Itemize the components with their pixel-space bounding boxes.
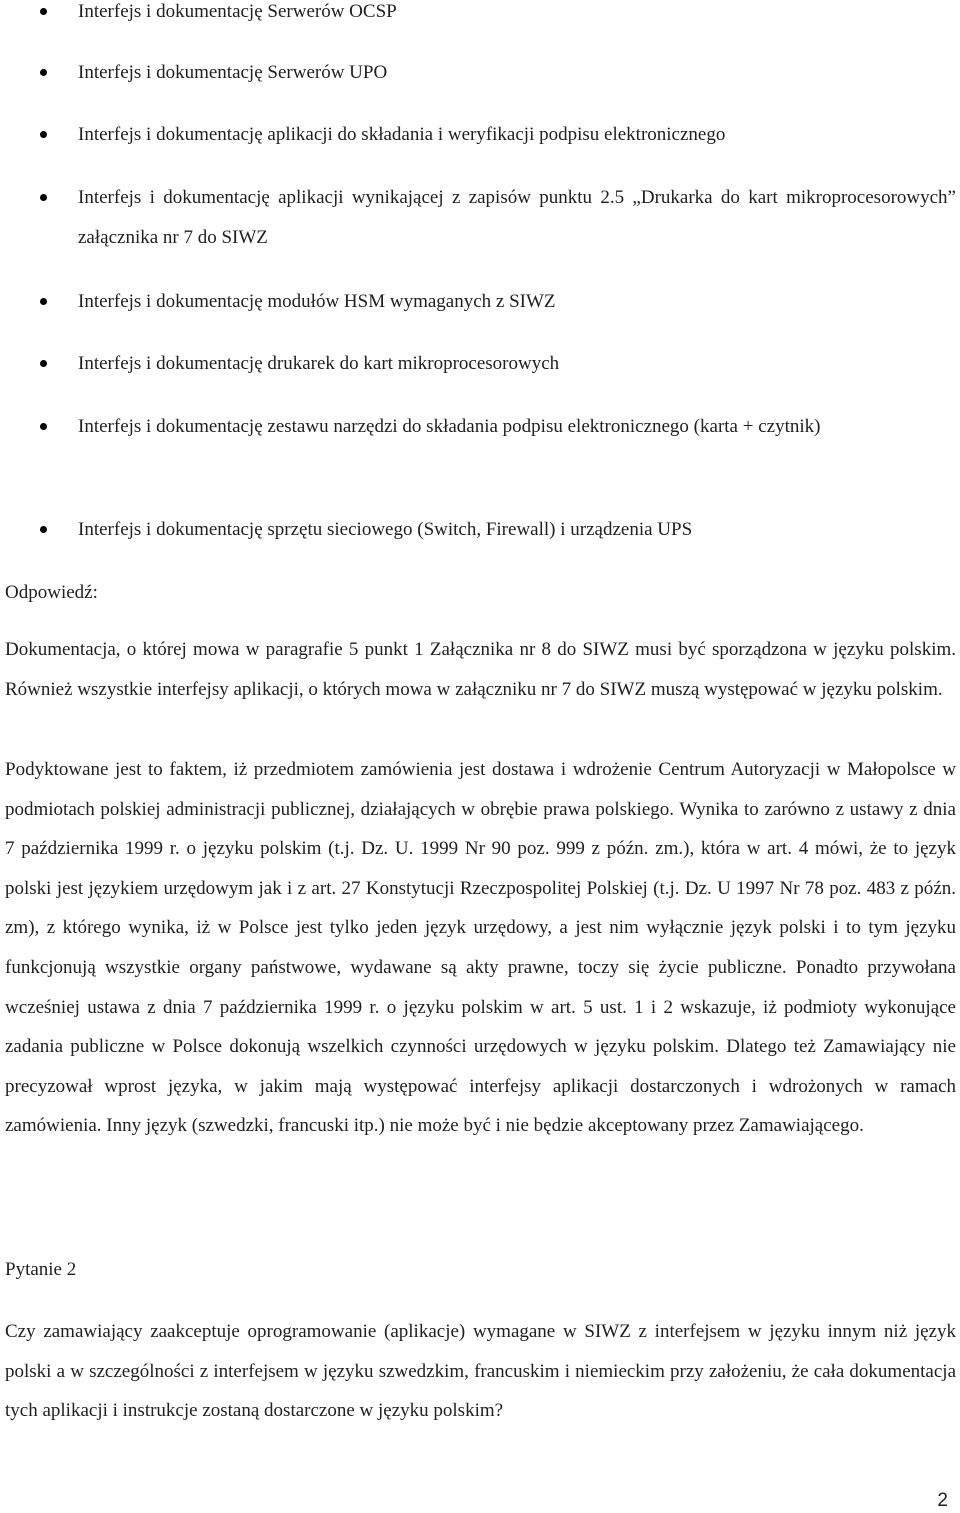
list-item-text: Interfejs i dokumentację aplikacji wynikającej z zapisów punktu 2.5 „Drukarka do kart mikroprocesorowych” załącznika nr 7 do SIWZ [78, 187, 956, 248]
bullet-icon [40, 298, 47, 305]
answer-paragraph: Dokumentacja, o której mowa w paragrafie 5 punkt 1 Załącznika nr 8 do SIWZ musi być sporządzona w języku polskim. Również wszystkie interfejsy aplikacji, o których mowa w załączniku nr 7 do SIWZ muszą występować w języku polskim. [5, 639, 956, 700]
list-item-text: Interfejs i dokumentację Serwerów UPO [78, 62, 388, 83]
list-item-text: Interfejs i dokumentację aplikacji do składania i weryfikacji podpisu elektronicznego [78, 124, 726, 145]
bullet-icon [40, 423, 47, 430]
list-item-text: Interfejs i dokumentację Serwerów OCSP [78, 1, 397, 22]
list-item-text: Interfejs i dokumentację sprzętu sieciowego (Switch, Firewall) i urządzenia UPS [78, 519, 693, 540]
list-item [78, 178, 956, 257]
bullet-icon [40, 526, 47, 533]
list-item [78, 407, 956, 447]
answer-paragraph: Podyktowane jest to faktem, iż przedmiotem zamówienia jest dostawa i wdrożenie Centrum Autoryzacji w Małopolsce w podmiotach polskiej administracji publicznej, działających w obrębie prawa polskiego. Wynika to zarówno z ustawy z dnia 7 października 1999 r. o języku polskim (t.j. Dz. U. 1999 Nr 90 poz. 999 z późn. zm.), która w art. 4 mówi, że to język polski jest językiem urzędowym jak i z art. 27 Konstytucji Rzeczpospolitej Polskiej (t.j. Dz. U 1997 Nr 78 poz. 483 z późn. zm), z którego wynika, iż w Polsce jest tylko jeden język urzędowy, a jest nim wyłącznie język polski i to tym języku funkcjonują wszystkie organy państwowe, wydawane są akty prawne, toczy się życie publiczne. Ponadto przywołana wcześniej ustawa z dnia 7 października 1999 r. o języku polskim w art. 5 ust. 1 i 2 wskazuje, iż podmioty wykonujące zadania publiczne w Polsce dokonują wszelkich czynności urzędowych w języku polskim. Dlatego też Zamawiający nie precyzował wprost języka, w jakim mają występować interfejsy aplikacji dostarczonych i wdrożonych w ramach zamówienia. Inny język (szwedzki, francuski itp.) nie może być i nie będzie akceptowany przez Zamawiającego. [5, 759, 956, 1137]
question-heading: Pytanie 2 [5, 1259, 77, 1280]
list-item [78, 0, 956, 32]
list-item-text: Interfejs i dokumentację zestawu narzędzi do składania podpisu elektronicznego (karta + czytnik) [78, 416, 821, 437]
list-item-text: Interfejs i dokumentację modułów HSM wymaganych z SIWZ [78, 291, 556, 312]
bullet-icon [40, 131, 47, 138]
bullet-icon [40, 360, 47, 367]
bullet-icon [40, 194, 47, 201]
list-item [78, 282, 956, 322]
answer-heading: Odpowiedź: [5, 582, 98, 603]
list-item [78, 344, 956, 384]
page-number: 2 [937, 1490, 948, 1511]
list-item [78, 53, 956, 93]
list-item [78, 115, 956, 155]
list-item [78, 510, 956, 550]
question-paragraph: Czy zamawiający zaakceptuje oprogramowanie (aplikacje) wymagane w SIWZ z interfejsem w języku innym niż język polski a w szczególności z interfejsem w języku szwedzkim, francuskim i niemieckim przy założeniu, że cała dokumentacja tych aplikacji i instrukcje zostaną dostarczone w języku polskim? [5, 1321, 956, 1422]
list-item-text: Interfejs i dokumentację drukarek do kart mikroprocesorowych [78, 353, 560, 374]
bullet-icon [40, 69, 47, 76]
bullet-icon [40, 8, 47, 15]
